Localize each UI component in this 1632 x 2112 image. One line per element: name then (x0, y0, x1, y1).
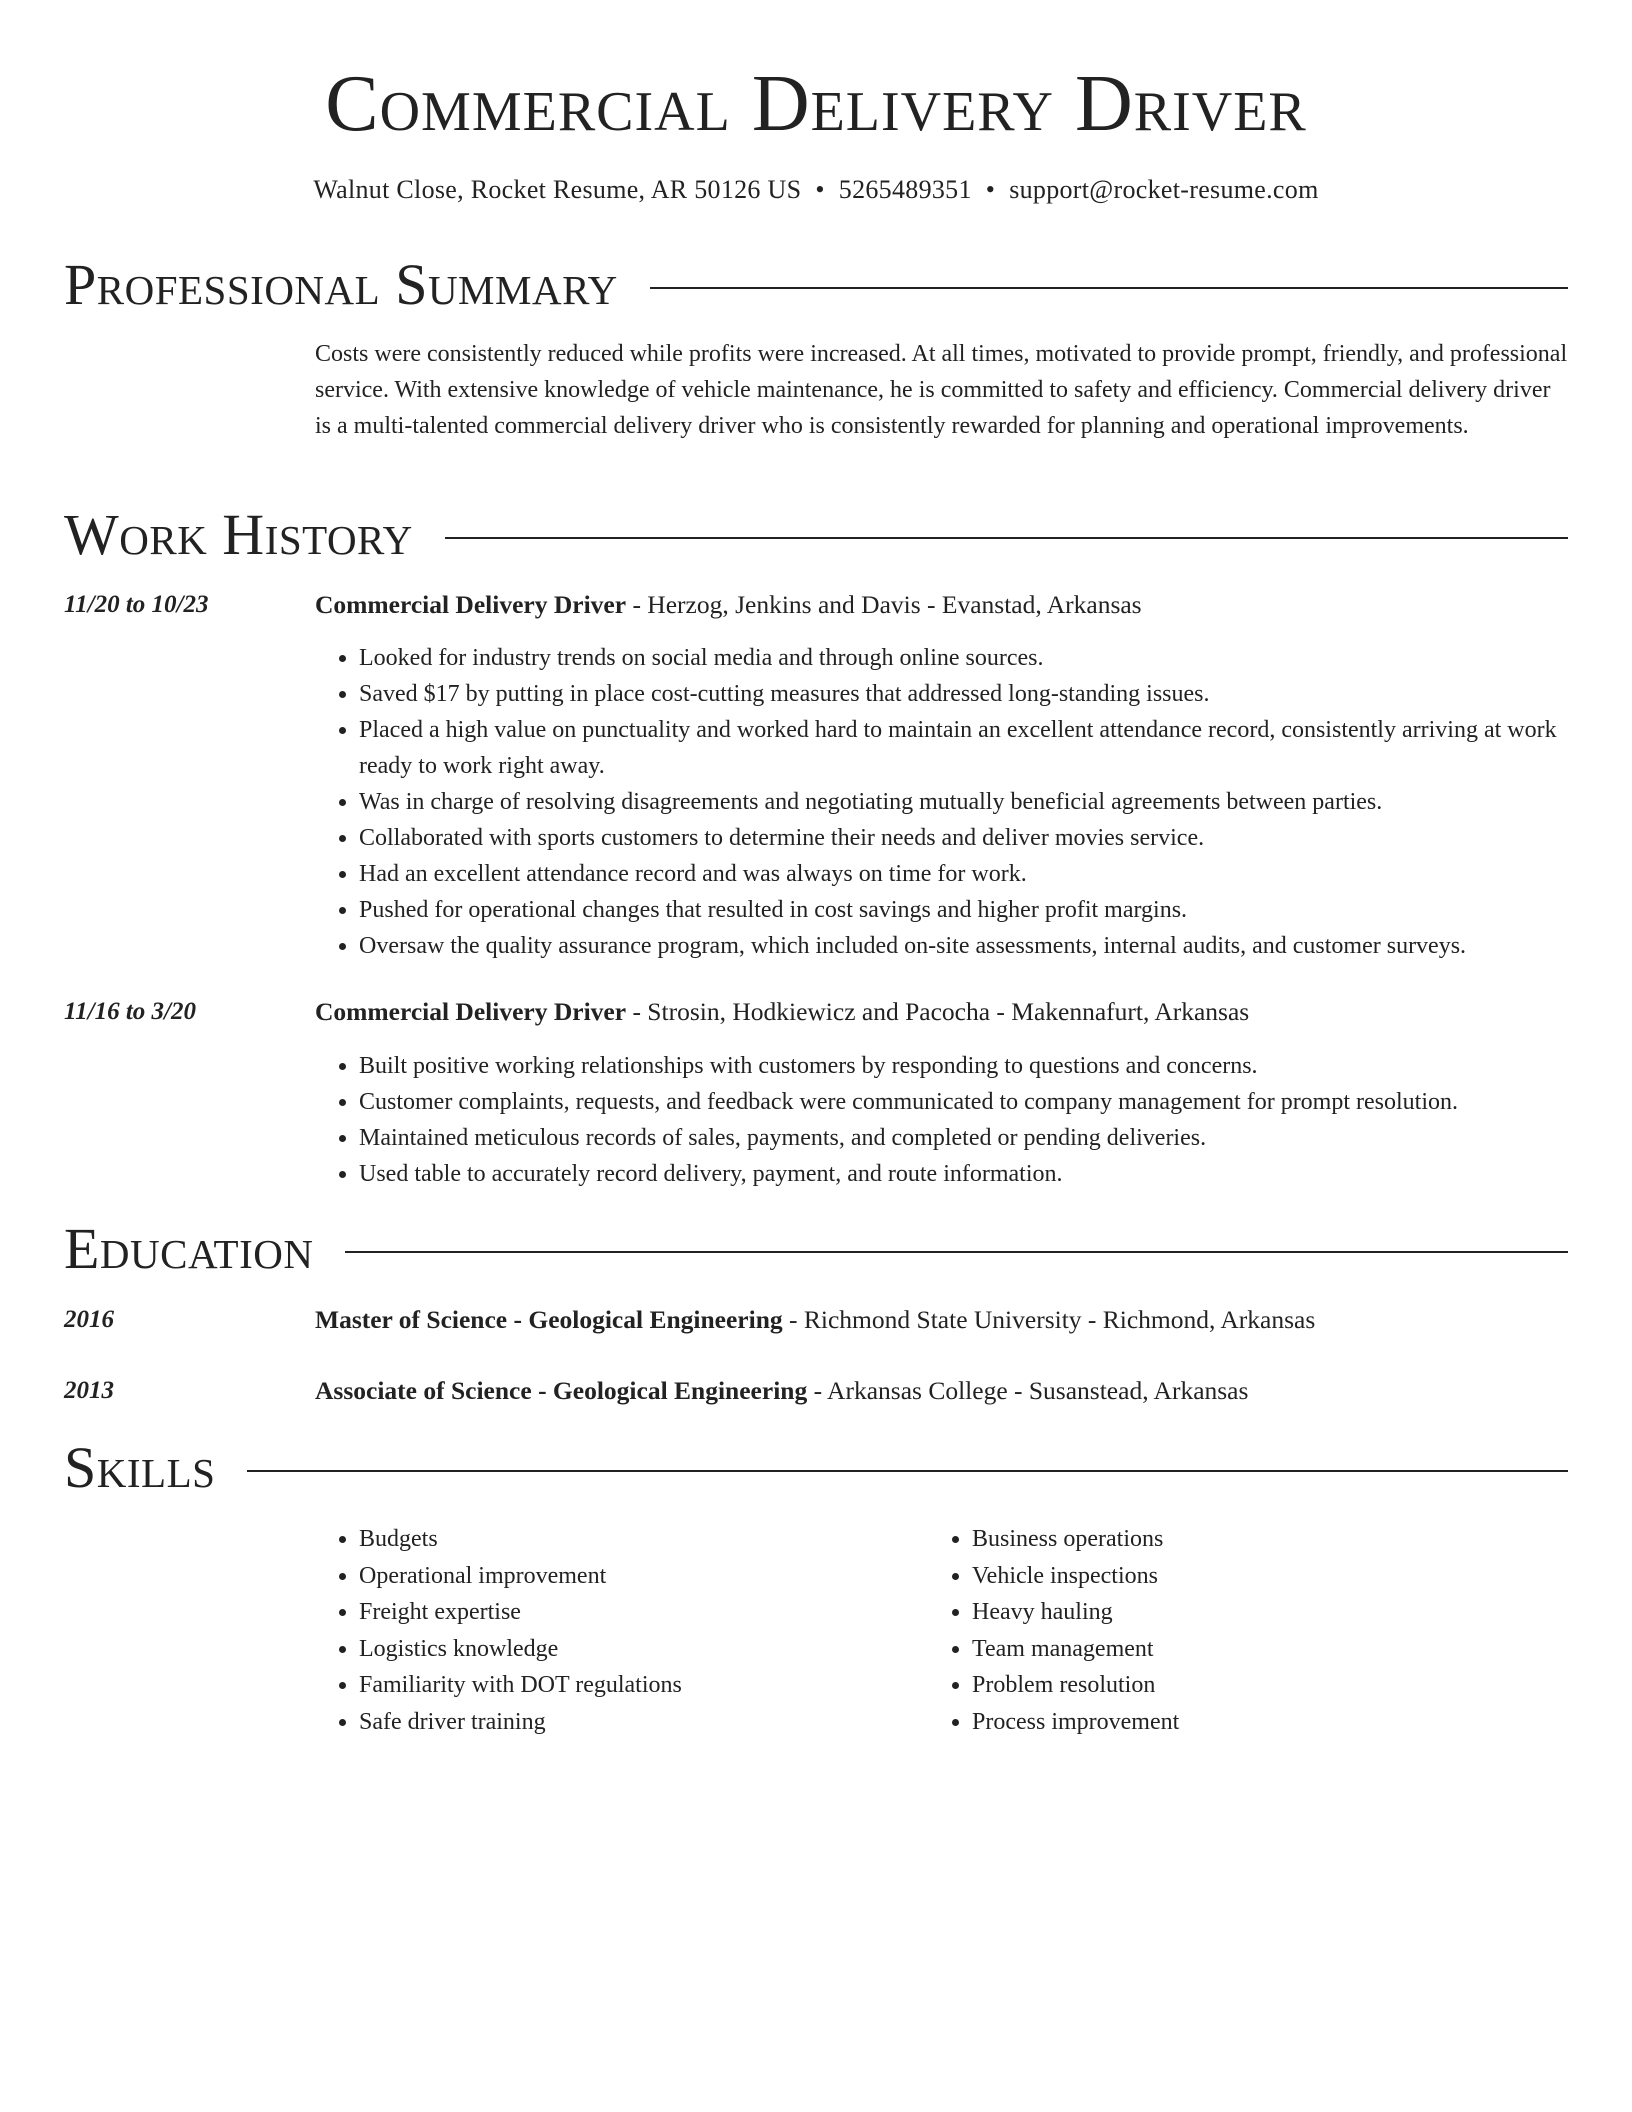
education-line (315, 1302, 1568, 1338)
list-item: • Business operations (972, 1521, 1528, 1558)
job-company: - Herzog, Jenkins and Davis - Evanstad, Arkansas (626, 590, 1142, 619)
list-item: • Heavy hauling (972, 1594, 1528, 1631)
list-item: • Operational improvement (359, 1558, 915, 1595)
list-item: • Familiarity with DOT regulations (359, 1667, 915, 1704)
job-company: - Strosin, Hodkiewicz and Pacocha - Makennafurt, Arkansas (626, 997, 1250, 1026)
skills-section-title: Skills (64, 1435, 216, 1500)
contact-line (64, 172, 1568, 208)
education-section-header (64, 1214, 1568, 1284)
list-item: • Process improvement (972, 1704, 1528, 1741)
list-item: • Pushed for operational changes that resulted in cost savings and higher profit margins. (359, 892, 1568, 928)
list-item: • Budgets (359, 1521, 915, 1558)
contact-separator: • (985, 175, 996, 204)
section-divider (445, 537, 1568, 539)
list-item: • Was in charge of resolving disagreements and negotiating mutually beneficial agreements between parties. (359, 784, 1568, 820)
list-item: • Safe driver training (359, 1704, 915, 1741)
summary-section-header (64, 250, 1568, 320)
section-divider (650, 287, 1568, 289)
list-item: • Maintained meticulous records of sales, payments, and completed or pending deliveries. (359, 1120, 1568, 1156)
list-item: • Logistics knowledge (359, 1631, 915, 1668)
contact-separator: • (815, 175, 825, 204)
job-position: Commercial Delivery Driver (315, 997, 627, 1026)
list-item: • Customer complaints, requests, and feedback were communicated to company management for prompt resolution. (359, 1084, 1568, 1120)
job-dates: 11/20 to 10/23 (64, 591, 209, 618)
skills-section-header (64, 1433, 1568, 1503)
list-item: • Problem resolution (972, 1667, 1528, 1704)
job-position: Commercial Delivery Driver (315, 590, 627, 619)
education-line (315, 1373, 1568, 1409)
education-school: - Richmond State University - Richmond, Arkansas (782, 1305, 1316, 1334)
education-degree: Associate of Science - Geological Engineering (315, 1376, 808, 1405)
skills-list-left (315, 1521, 915, 1740)
job-bullet-list (315, 640, 1568, 964)
work-section-header (64, 500, 1568, 570)
section-divider (345, 1251, 1568, 1253)
list-item: • Placed a high value on punctuality and worked hard to maintain an excellent attendance record, consistently arriving at work ready to work right away. (359, 712, 1568, 784)
list-item: • Looked for industry trends on social media and through online sources. (359, 640, 1568, 676)
list-item: • Used table to accurately record delivery, payment, and route information. (359, 1156, 1568, 1192)
section-divider (247, 1470, 1568, 1472)
list-item: • Freight expertise (359, 1594, 915, 1631)
skills-list-right (928, 1521, 1528, 1740)
list-item: • Had an excellent attendance record and was always on time for work. (359, 856, 1568, 892)
list-item: • Vehicle inspections (972, 1558, 1528, 1595)
summary-section-title: Professional Summary (64, 252, 618, 317)
list-item: • Collaborated with sports customers to determine their needs and deliver movies service. (359, 820, 1568, 856)
job-bullet-list (315, 1048, 1568, 1192)
job-title-line (315, 587, 1568, 623)
education-degree: Master of Science - Geological Engineering (315, 1305, 783, 1334)
contact-email: support@rocket-resume.com (1009, 175, 1319, 204)
education-section-title: Education (64, 1216, 314, 1281)
job-title-line (315, 994, 1568, 1030)
candidate-name: Commercial Delivery Driver (325, 60, 1307, 148)
contact-phone: 5265489351 (838, 175, 972, 204)
education-year: 2013 (64, 1377, 114, 1404)
list-item: • Oversaw the quality assurance program, which included on-site assessments, internal audits, and customer surveys. (359, 928, 1568, 964)
contact-address: Walnut Close, Rocket Resume, AR 50126 US (313, 175, 802, 204)
summary-text: Costs were consistently reduced while profits were increased. At all times, motivated to provide prompt, friendly, and professional service. With extensive knowledge of vehicle maintenance, he is committed to safety and efficiency. Commercial delivery driver is a multi-talented commercial delivery driver who is consistently rewarded for planning and operational improvements. (315, 341, 1568, 439)
education-school: - Arkansas College - Susanstead, Arkansas (807, 1376, 1249, 1405)
list-item: • Team management (972, 1631, 1528, 1668)
job-dates: 11/16 to 3/20 (64, 998, 196, 1025)
work-section-title: Work History (64, 502, 413, 567)
list-item: • Built positive working relationships with customers by responding to questions and concerns. (359, 1048, 1568, 1084)
education-year: 2016 (64, 1306, 114, 1333)
list-item: • Saved $17 by putting in place cost-cutting measures that addressed long-standing issues. (359, 676, 1568, 712)
